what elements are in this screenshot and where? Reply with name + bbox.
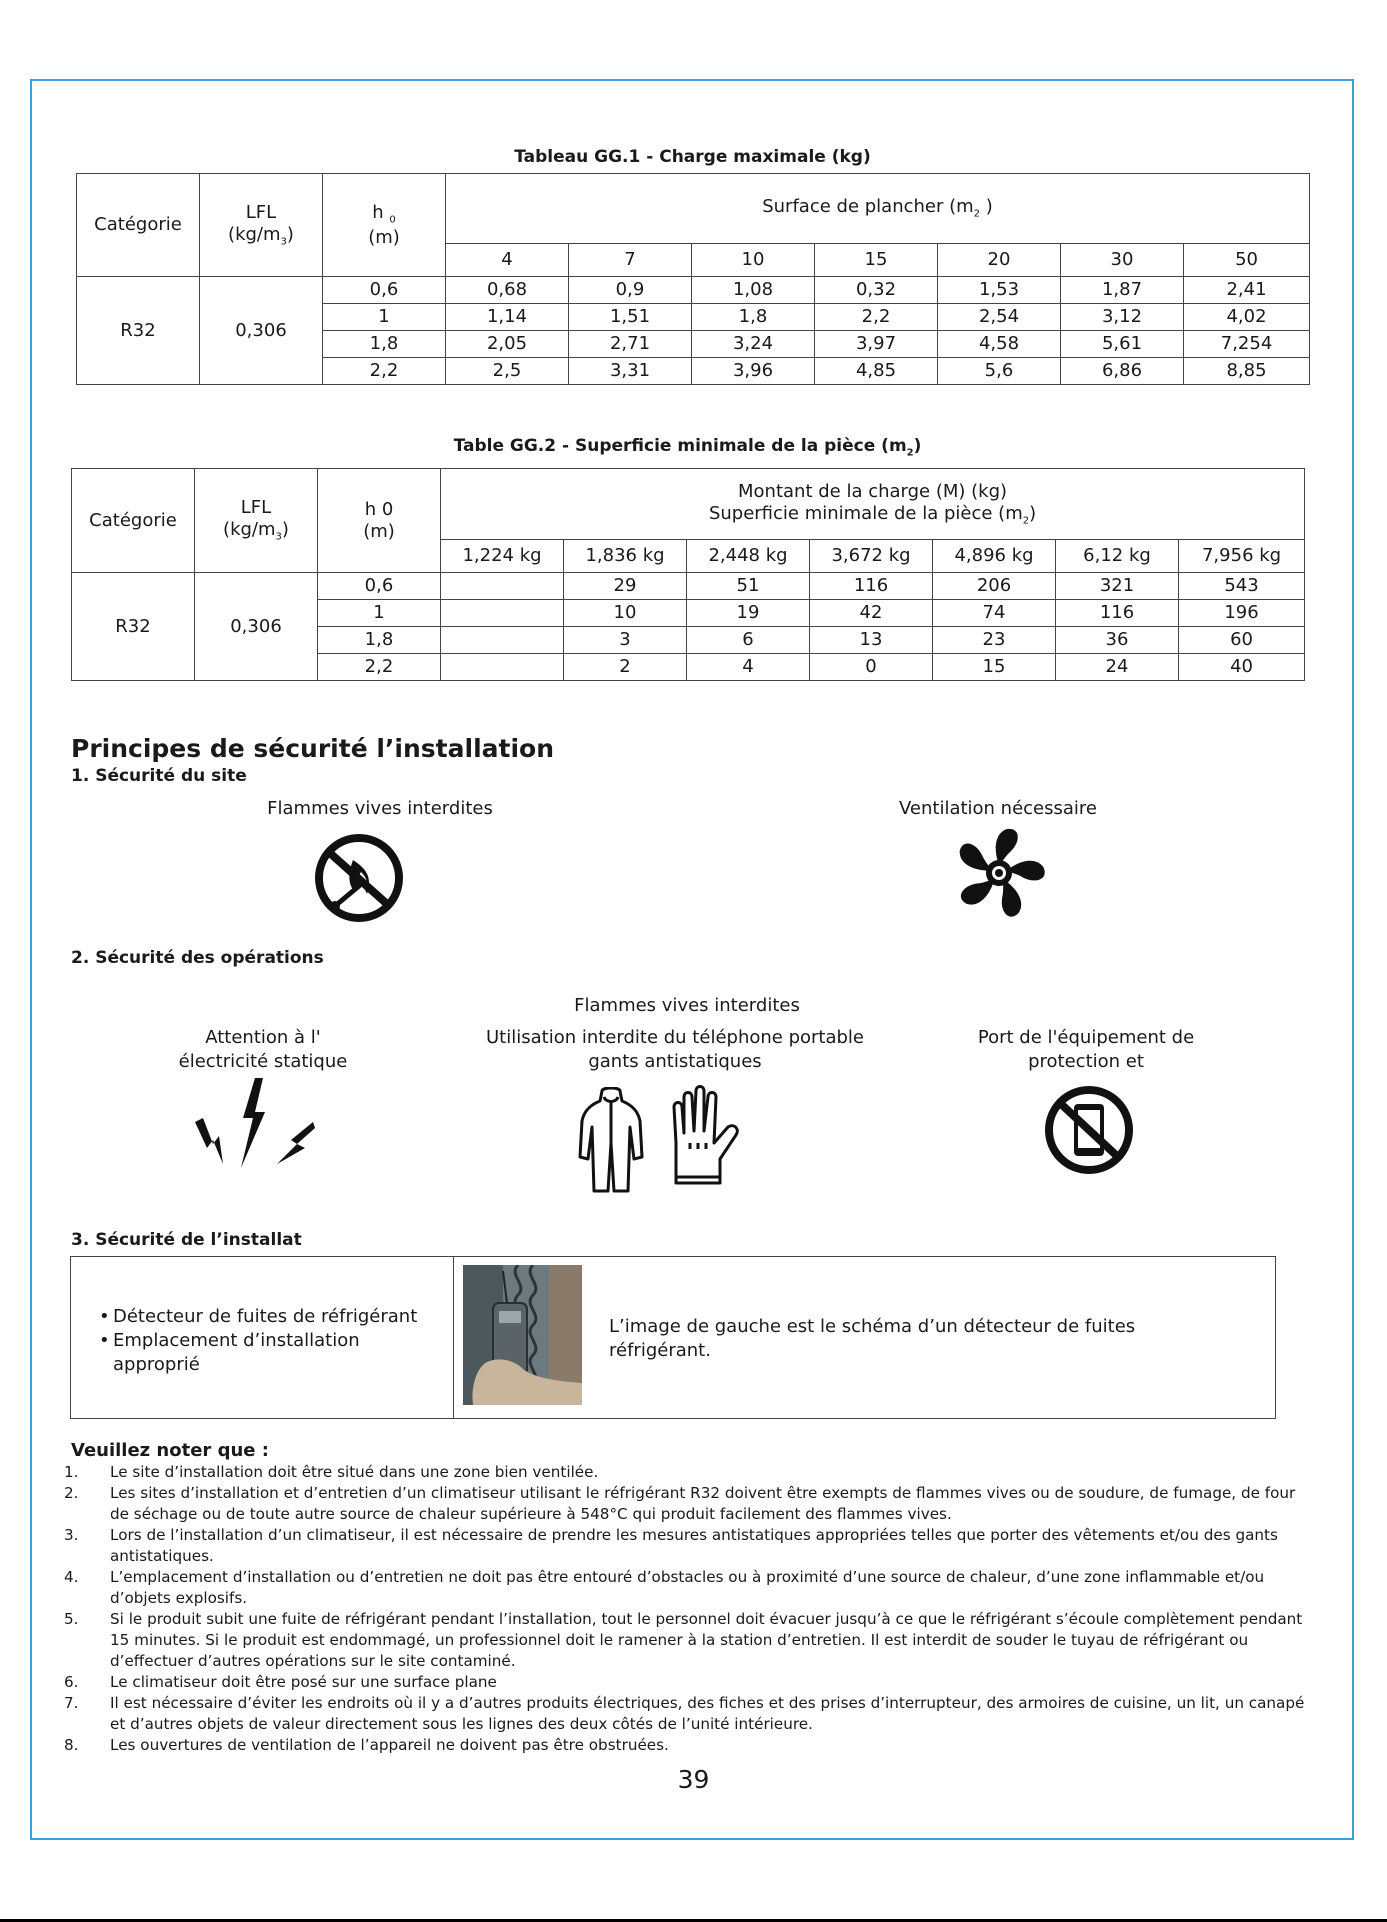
glove-icon <box>668 1083 744 1193</box>
table2-charge-header: 3,672 kg <box>810 540 933 573</box>
table2-value-cell: 3 <box>564 627 687 654</box>
ventilation-label: Ventilation nécessaire <box>898 798 1097 819</box>
table1-value-cell: 3,24 <box>692 331 815 358</box>
table1 <box>76 173 1310 385</box>
table1-value-cell: 1,8 <box>692 304 815 331</box>
table-row <box>77 277 1310 304</box>
table2-header-category: Catégorie <box>72 469 195 573</box>
table1-area-header: 7 <box>569 244 692 277</box>
table1-h-cell: 2,2 <box>323 358 446 385</box>
table1-header-surface: Surface de plancher ($m_2$ ) <box>446 174 1310 244</box>
table2-value-cell: 51 <box>687 573 810 600</box>
table2-value-cell: 23 <box>933 627 1056 654</box>
table2-charge-header: 4,896 kg <box>933 540 1056 573</box>
table1-value-cell: 2,41 <box>1184 277 1310 304</box>
table2-lfl-cell: 0,306 <box>195 573 318 681</box>
bullet-location: • Emplacement d’installation approprié <box>99 1329 433 1377</box>
table2-charge-header: 6,12 kg <box>1056 540 1179 573</box>
table2-value-cell <box>441 627 564 654</box>
table2-charge-header: 7,956 kg <box>1179 540 1305 573</box>
list-item <box>62 1567 1312 1609</box>
table1-area-header: 10 <box>692 244 815 277</box>
table2 <box>71 468 1305 681</box>
table2-value-cell: 543 <box>1179 573 1305 600</box>
protective-suit-icon <box>578 1087 644 1193</box>
notes-title: Veuillez noter que : <box>71 1440 269 1461</box>
table1-value-cell: 1,08 <box>692 277 815 304</box>
note-text: Le site d’installation doit être situé dans une zone bien ventilée. <box>110 1463 599 1481</box>
table1-value-cell: 1,53 <box>938 277 1061 304</box>
note-text: Le climatiseur doit être posé sur une surface plane <box>110 1673 497 1691</box>
table1-value-cell: 2,2 <box>815 304 938 331</box>
note-number: 5. <box>64 1610 79 1628</box>
table1-value-cell: 1,14 <box>446 304 569 331</box>
table2-value-cell: 116 <box>810 573 933 600</box>
table1-value-cell: 2,05 <box>446 331 569 358</box>
table1-value-cell: 1,87 <box>1061 277 1184 304</box>
note-number: 7. <box>64 1694 79 1712</box>
table2-header-charge: Montant de la charge (M) (kg) Superficie minimale de la pièce $(m_2)$ <box>441 469 1305 540</box>
table2-header-h0: h 0 (m) <box>318 469 441 573</box>
table1-header-h0: h $_0$ (m) <box>323 174 446 277</box>
table1-value-cell: 3,12 <box>1061 304 1184 331</box>
fan-icon <box>952 826 1046 920</box>
table2-value-cell: 19 <box>687 600 810 627</box>
table2-category-cell: R32 <box>72 573 195 681</box>
table2-value-cell: 0 <box>810 654 933 681</box>
table1-value-cell: 0,9 <box>569 277 692 304</box>
table1-value-cell: 4,85 <box>815 358 938 385</box>
table1-area-header: 4 <box>446 244 569 277</box>
table1-h-cell: 0,6 <box>323 277 446 304</box>
table1-value-cell: 1,51 <box>569 304 692 331</box>
note-text: Il est nécessaire d’éviter les endroits où il y a d’autres produits électriques, des fiches et des prises d’interrupteur, des armoires de cuisine, un lit, un canapé et d’autres objets de valeur directement sous les lignes des deux côtés de l’unité intérieure. <box>110 1694 1305 1733</box>
table2-value-cell: 42 <box>810 600 933 627</box>
table2-charge-header: 1,836 kg <box>564 540 687 573</box>
leak-detector-photo <box>463 1265 582 1405</box>
list-item <box>62 1735 1312 1756</box>
note-number: 1. <box>64 1463 79 1481</box>
note-number: 3. <box>64 1526 79 1544</box>
table1-value-cell: 6,86 <box>1061 358 1184 385</box>
table2-charge-header: 2,448 kg <box>687 540 810 573</box>
table2-value-cell: 4 <box>687 654 810 681</box>
list-item <box>62 1483 1312 1525</box>
center-label-lines: Utilisation interdite du téléphone portable gants antistatiques <box>486 1027 864 1072</box>
installation-divider <box>453 1257 454 1418</box>
installation-bullets <box>99 1305 433 1377</box>
note-text: Les ouvertures de ventilation de l’appareil ne doivent pas être obstruées. <box>110 1736 669 1754</box>
notes-list <box>62 1462 1312 1756</box>
table2-value-cell: 24 <box>1056 654 1179 681</box>
table2-value-cell: 2 <box>564 654 687 681</box>
note-text: Lors de l’installation d’un climatiseur, il est nécessaire de prendre les mesures antistatiques appropriées telles que porter des vêtements et/ou des gants antistatiques. <box>110 1526 1278 1565</box>
list-item <box>62 1609 1312 1672</box>
table1-lfl-cell: 0,306 <box>200 277 323 385</box>
table1-value-cell: 5,61 <box>1061 331 1184 358</box>
center-label-line1: Flammes vives interdites <box>574 995 800 1016</box>
table2-value-cell: 13 <box>810 627 933 654</box>
table2-value-cell: 10 <box>564 600 687 627</box>
table2-value-cell: 116 <box>1056 600 1179 627</box>
table2-value-cell <box>441 654 564 681</box>
table1-category-cell: R32 <box>77 277 200 385</box>
table1-value-cell: 2,71 <box>569 331 692 358</box>
table1-value-cell: 2,54 <box>938 304 1061 331</box>
table2-value-cell: 6 <box>687 627 810 654</box>
note-text: Si le produit subit une fuite de réfrigérant pendant l’installation, tout le personnel doit évacuer jusqu’à ce que le réfrigérant s’écoule complètement pendant 15 minutes. Si le produit est endommagé, un professionnel doit le ramener à la station d’entretien. Il est interdit de souder le tuyau de réfrigérant ou d’effectuer d’autres opérations sur le site contaminé. <box>110 1610 1303 1670</box>
flames-label: Flammes vives interdites <box>267 798 493 819</box>
note-number: 6. <box>64 1673 79 1691</box>
table1-area-header: 20 <box>938 244 1061 277</box>
list-item <box>62 1462 1312 1483</box>
table2-value-cell: 196 <box>1179 600 1305 627</box>
note-number: 8. <box>64 1736 79 1754</box>
table1-value-cell: 7,254 <box>1184 331 1310 358</box>
table1-value-cell: 0,32 <box>815 277 938 304</box>
list-item <box>62 1693 1312 1735</box>
safety-heading: Principes de sécurité l’installation <box>71 734 554 763</box>
table2-title: Table GG.2 - Superficie minimale de la pièce $(m_2)$ <box>453 436 922 459</box>
table2-h-cell: 1,8 <box>318 627 441 654</box>
list-item <box>62 1525 1312 1567</box>
table1-value-cell: 2,5 <box>446 358 569 385</box>
table2-value-cell: 15 <box>933 654 1056 681</box>
table2-header-lfl: LFL $(kg/m_3)$ <box>195 469 318 573</box>
note-number: 2. <box>64 1484 79 1502</box>
table1-area-header: 50 <box>1184 244 1310 277</box>
table2-h-cell: 2,2 <box>318 654 441 681</box>
installation-safety-heading: 3. Sécurité de l’installat <box>71 1230 302 1250</box>
operations-safety-heading: 2. Sécurité des opérations <box>71 948 324 968</box>
table1-area-header: 30 <box>1061 244 1184 277</box>
ppe-label: Port de l'équipement de protection et <box>977 1027 1195 1072</box>
table1-value-cell: 3,97 <box>815 331 938 358</box>
table2-value-cell: 40 <box>1179 654 1305 681</box>
lightning-icon <box>193 1078 317 1173</box>
table1-value-cell: 3,31 <box>569 358 692 385</box>
table2-value-cell: 36 <box>1056 627 1179 654</box>
table1-header-lfl: LFL $(kg/m_3)$ <box>200 174 323 277</box>
table1-header-category: Catégorie <box>77 174 200 277</box>
note-text: Les sites d’installation et d’entretien d’un climatiseur utilisant le réfrigérant R32 doivent être exempts de flammes vives ou de soudure, de fumage, de four de séchage ou de toute autre source de chaleur supérieure à 548°C qui produit facilement des flammes vives. <box>110 1484 1296 1523</box>
table1-value-cell: 4,58 <box>938 331 1061 358</box>
no-phone-icon <box>1043 1084 1135 1176</box>
installation-description: L’image de gauche est le schéma d’un détecteur de fuites réfrigérant. <box>609 1316 1136 1361</box>
installation-box <box>70 1256 1276 1419</box>
site-safety-heading: 1. Sécurité du site <box>71 766 247 786</box>
table2-value-cell: 206 <box>933 573 1056 600</box>
table1-value-cell: 8,85 <box>1184 358 1310 385</box>
table2-value-cell: 60 <box>1179 627 1305 654</box>
static-label: Attention à l' électricité statique <box>178 1027 348 1072</box>
table1-title: Tableau GG.1 - Charge maximale (kg) <box>514 147 871 167</box>
table1-value-cell: 3,96 <box>692 358 815 385</box>
table1-value-cell: 4,02 <box>1184 304 1310 331</box>
table2-h-cell: 0,6 <box>318 573 441 600</box>
table1-h-cell: 1 <box>323 304 446 331</box>
table1-value-cell: 0,68 <box>446 277 569 304</box>
note-text: L’emplacement d’installation ou d’entretien ne doit pas être entouré d’obstacles ou à proximité d’une source de chaleur, d’une zone inflammable et/ou d’objets explosifs. <box>110 1568 1265 1607</box>
page-number: 39 <box>677 1765 710 1794</box>
table2-value-cell <box>441 573 564 600</box>
bullet-leak-detector: • Détecteur de fuites de réfrigérant <box>99 1305 433 1329</box>
table2-h-cell: 1 <box>318 600 441 627</box>
table1-h-cell: 1,8 <box>323 331 446 358</box>
table1-area-header: 15 <box>815 244 938 277</box>
table1-value-cell: 5,6 <box>938 358 1061 385</box>
no-flame-icon <box>313 832 405 924</box>
table2-value-cell: 29 <box>564 573 687 600</box>
table-row <box>72 573 1305 600</box>
table2-value-cell: 321 <box>1056 573 1179 600</box>
table2-charge-header: 1,224 kg <box>441 540 564 573</box>
list-item <box>62 1672 1312 1693</box>
table2-value-cell <box>441 600 564 627</box>
note-number: 4. <box>64 1568 79 1586</box>
table2-value-cell: 74 <box>933 600 1056 627</box>
